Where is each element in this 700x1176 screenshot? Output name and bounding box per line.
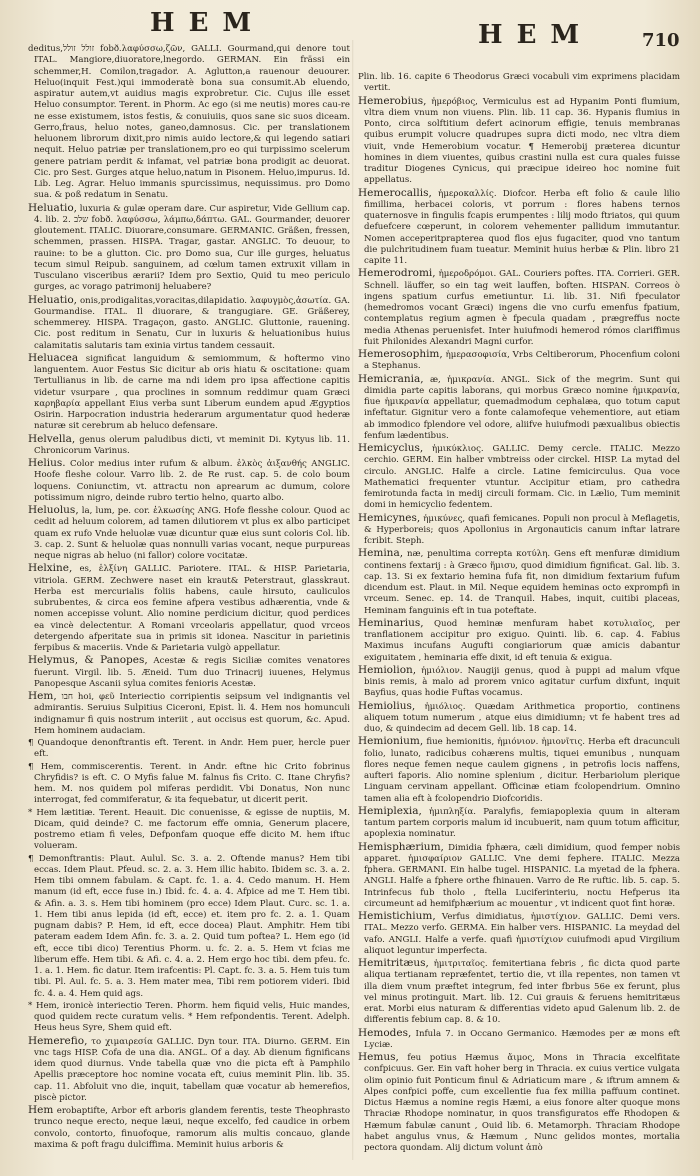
entry-text: ἡμικύκλιος. GALLIC. Demy cercle. ITALIC. Mezzo cerchio. GERM. Ein halber vmbtreiss oder circkel. HISP. La mytad del circulo. ANGLIC. Halfe a circle. Latine femicirculus. Qua voce Mathematici frequenter vtuntur. Accipitur etiam, pro cathedra femirotunda facta in medij circuli formam. Cic. in Lælio, Tum meminit domi in hemicyclio fedentem. (364, 444, 680, 511)
dictionary-entry (28, 44, 350, 202)
entry-headword: Helius. (28, 457, 66, 469)
entry-text: ἡμιόλιος. Quædam Arithmetica proportio, continens aliquem totum numerum , atque eius dimidiumn; vt fe habent tres ad duo, & quindecim ad decem Gell. lib. 18 cap. 14. (364, 701, 680, 734)
entry-headword: Hemitritæus, (358, 957, 429, 969)
dictionary-entry (28, 563, 350, 654)
dictionary-entry (28, 808, 350, 853)
entry-text: Acestæ & regis Siciliæ comites venatores fuerunt. Virgil. lib. 5. Æneid. Tum duo Trinacrij iuuenes, Helymus Panopesque Ascanii sylua comites fenioris Acestæ. (34, 656, 350, 689)
entry-headword: Heluacea (28, 351, 79, 364)
dictionary-entry (358, 1028, 680, 1052)
entry-text: æ, ἡμικρανία. ANGL. Sick of the megrim. Sunt qui dimidia parte capitis laborans, qui morbus Græco nomine ἡμικρανία, fiue ἡμικρανία appellatur, quemadmodum cephalæa, quo totum caput infeftatur. Gignitur vero a fonte calamofeque vehementiore, aut etiam ab immodico fplendore vel odore, aliifve huiufmodi pæxualibus obiectis fenfum lædentibus. (364, 374, 680, 441)
entry-text: * Hem, ironicè interiectio Teren. Phorm. hem fiquid velis, Huic mandes, quod quidem recte curatum velis. * Hem refpondentis. Terent. Adelph. Heus heus Syre, Shem quid eft. (28, 1000, 350, 1034)
dictionary-entry (358, 665, 680, 700)
dictionary-entry (358, 374, 680, 443)
dictionary-entry (28, 505, 350, 562)
entry-text: ἡμεροδρόμοι. GAL. Couriers poftes. ITA. Corrieri. GER. Schnell. läuffer, so ein tag weit lauffen, boften. HISPAN. Correos ò ingens spatium curfus emetiuntur. Li. lib. 31. Nifi fpeculator (hemedromos vocant Græci) ingens die vno curfu emenfus fpatium, contemplatus regium agmen è fpecula quadam , prægreffus nocte media Athenas peruenisfet. Inter huiufmodi hemerod rómos clariffimus fuit Philonides Alexandri Magni curfor. (364, 269, 680, 347)
dictionary-entry (358, 842, 680, 911)
entry-headword: Heluolus, (28, 504, 79, 516)
dictionary-entry (358, 268, 680, 348)
dictionary-entry (28, 434, 350, 458)
entry-text: חבו hoi, φεῦ Interiectio corripientis seipsum vel indignantis vel admirantis. Seruius Sulpitius Ciceroni, Epist. li. 4. Hem nos homunculi indignamur fi quis nostrum interiit , aut occisus est quorum, &c. Apud. Hem hominem audaciam. (34, 692, 350, 736)
dictionary-entry (358, 701, 680, 736)
running-head-right: HEM (478, 20, 594, 50)
entry-headword: Hemiolion, (358, 663, 417, 676)
dictionary-entry (28, 1105, 350, 1151)
entry-text: la, lum, pe. cor. ἐλκωσίης ANG. Hofe flesshe colour. Quod ac cedit ad heluum colorem, ad tamen dilutiorem vt plus ex albo participet quam ex rufo Vnde heluolæ vuæ dicuntur quæ eius sunt coloris Col. lib. 3. cap. 2. Sunt & heluolæ quas nonnulli varias vocant, neque purpureas neque nigras ab heluo (ni fallor) colore vocitatæ. (34, 506, 350, 561)
dictionary-entry (358, 443, 680, 512)
entry-headword: Hemodes, (358, 1026, 412, 1039)
entry-text: fiue hemionitis, ἡμιόνιον. ἡμιονῖτις. Herba eft dracunculi folio, lunato, radicibus cohærens multis, tiquei emunibus , nunquam flores neque femen neque caulem gignens , in petrofis locis naffens, aufteri faporis. Alio nomine splenium , dicitur. Herbariolum plerique Linguam cervinam appellant. Officinæ etiam fcolopendrium. Omnino tamen alia eft à fcolopendrio Diofcoridis. (364, 737, 680, 804)
entry-headword: Hemerobius, (358, 94, 427, 107)
entry-headword: Hemicynes, (358, 511, 421, 524)
entry-headword: Heluatio, (28, 293, 77, 306)
entry-headword: Hemus, (358, 1051, 399, 1063)
entry-headword: Hemerocallis, (358, 186, 432, 199)
dictionary-entry (358, 736, 680, 805)
entry-headword: Heluatio, (28, 201, 77, 214)
entry-text: deditus,זולל זולל fobð.λαφύσσω,ζῶν, GALLI. Gourmand,qui denore tout ITAL. Mangiore,diuoratore,lnegordo. GERMAN. Ein frässi ein schemmer,H. Comilon,tragador. A. Aglutton,a rauenour deuourer. Heluo(inquit Fest.)qui immoderatè bona sua consumit.Ab eluendo, aspiratur autem,vt auidius magis exprobretur. Cic. Cujus ille esset Heluo consumptor. Terent. in Phorm. Ac ego (si me neutis) mores cau-re ne esse existumem, istos festis, & conuiuiis, quos sane sic suos diceam. Gerro,fraus, heluo notes, ganeo,damnosus. Cic. per translationem heluonem librorum dixit,pro nimis auido lectore,& qui legendo satiari nequit. Heluo patriæ per translationem,pro eo qui turpissimo scelerum genere patriam perdit & infamat, vel patriæ bona prodigit ac deuorat. Cic. pro Sest. Gurges atque heluo,natum in Pisonem. Heluo,impurus. Id. Lib. Leg. Agrar. Heluo immanis spurcissimus, nequissimus. pro Domo sua. & poß redatum in Senatu. (28, 44, 350, 201)
entry-text: το χιμαιρεσία GALLIC. Dyn tour. ITA. Diurno. GERM. Ein vnc tags HISP. Cofa de una dia. ANGL. Of a day. Ab dienum fignificans idem quod diurnus. Vnde tabella quæ vno die picta eft à Pamphilo Apellis præceptore hoc nomine vocata eft, cuius meminit Plin. lib. 35. cap. 11. Abfoluit vno die, inquit, tabellam quæ vocatur ab hemerefios, piscè pictor. (34, 1036, 350, 1103)
entry-text: significat languidum & semiommum, & hoftermo vino languentem. Auor Festus Sic dicitur ab oris hiatu & oscitatione: quam Tertullianus in lib. de carne ma ndi idem pro ipsa affectione capitis videtur vsurpare , qua proclines in somnum reddimur quam Græci καρηβαρία appellant Eius verba sunt Liberum eundem apud Ægyptios Osirin. Harpocration industria hederarum argumentatur quod hederæ naturæ sit cerebrum ab heluco defensare. (34, 353, 350, 432)
running-head-left: HEM (150, 8, 266, 38)
entry-text: onis,prodigalitas,voracitas,dilapidatio. λαφυγμὸς,ἀσωτία. GA. Gourmandise. ITAL. Il diuorare, & trangugiare. GE. Gräßerey, schemmerey. HISPA. Tragaçon, gasto. ANGLIC. Gluttonie, rauening. Cic. post reditum in Senatu, Cur in luxuris & heluationibus huius calamitatis salutaris tam exinia virtus tandem cessauit. (34, 295, 350, 351)
dictionary-entry (28, 203, 350, 294)
entry-headword: Hemiplexia, (358, 804, 422, 817)
entry-text: ἡμεροκαλλίς. Diofcor. Herba eft folio & caule lilio fimillima, herbacei coloris, vt porrum : flores habens ternos quaternosve in fingulis fcapis erumpentes : lilij modo ftriatos, qui quum defuefcere cœperunt, in colorem vehementer pallidum immutantur. Nomen acceperitprapterea quod flos ejus fugaciter, quod vno tantum die pulchritudinem fuam tueatur. Meminit huius herbæ & Plin. libro 21 capite 11. (364, 188, 680, 266)
dictionary-entry (358, 958, 680, 1027)
entry-text: Infula 7. in Occano Germanico. Hæmodes per æ mons eft Lyciæ. (364, 1028, 680, 1050)
entry-headword: Hem (28, 1104, 54, 1116)
entry-headword: Hemiolius, (358, 699, 416, 712)
column-gutter (352, 40, 354, 1160)
dictionary-entry (28, 295, 350, 352)
dictionary-entry (28, 691, 350, 737)
dictionary-entry (28, 458, 350, 504)
entry-text: es, ἑλξίνη GALLIC. Pariotere. ITAL. & HISP. Parietaria, vitriola. GERM. Zechwere naset ein kraut& Peterstraut, glasskraut. Herba est mercurialis foliis habens, caule hirsuto, cauliculos subrubentes, & circa eos femine afpera vestibus adhærentia, vnde & nomen accepisse volunt. Alio nomine perdicium dicitur, quod perdices ea vincè delectentur. A Romani vrceolaris appellatur, quod vrceos detergendo afperitate sua in primis sit idonea. Nascitur in parietinis ferpibus & maceriis. Vnde & Parietaria vulgò appellatur. (34, 564, 350, 653)
entry-headword: Hemionium, (358, 735, 424, 748)
entry-text: ἡμιτριταῖος. femitertiana febris , fic dicta quod parte aliqua tertianam repræfentet, tertio die, vt illa repentes, non tamen vt illa diem vnum præftet integrum, fed inter fbrbus 56e ex ferunt, plus vel minus protinguit. Mart. lib. 12. Cui grauis & feruens hemitritæus erat. Morbi eius naturam & differentias videto apud Galenum lib. 2. de differentis febium cap. 8. & 10. (364, 959, 680, 1026)
dictionary-entry (358, 188, 680, 268)
entry-headword: Hemicyclus, (358, 442, 424, 454)
entry-text: ἡμικύνες, quafi femicanes. Populi non procul à Meflagetis, & Hyperboreis; quos Apollonius in Argonauticis canum inftar latrare fcribit. Steph. (364, 513, 680, 546)
dictionary-entry (358, 1052, 680, 1154)
dictionary-entry (358, 806, 680, 841)
entry-headword: Hemicrania, (358, 372, 424, 385)
running-header (0, 6, 700, 51)
entry-text: Plin. lib. 16. capite 6 Theodorus Græci vocabuli vim exprimens placidam vertit. (358, 72, 680, 94)
page-number: 710 (642, 30, 680, 51)
entry-text: Dimidia fphæra, cæli dimidium, quod femper nobis apparet. ἡμισφαίριον GALLIC. Vne demi fephere. ITALIC. Mezza fphera. GERMANI. Ein halbe tugel. HISPANIC. La myetad de la fphera. ANGLI. Halfe a fphere orthe fhinauen. Varro de Re ruftic. lib. 5. cap. 5. Intrinfecus fub tholo , ftella Luciferinteriu, noctu Hefperus ita circumeunt ad hemifphærium ac mouentur , vt indicent quot fint horæ. (364, 842, 680, 909)
entry-text: Verfus dimidiatus, ἡμιστίχιον. GALLIC. Demi vers. ITAL. Mezzo verfo. GERMA. Ein halber vers. HISPANIC. La meydad del vafo. ANGLI. Halfe a verfe. quafi ἡμιστίχιον cuiufmodi apud Virgilium aliquot leguntur imperfecta. (364, 912, 680, 956)
entry-text: ἡμερασοφισία, Vrbs Celtiberorum, Phocenfium coloni a Stephanus. (364, 350, 680, 372)
left-column (28, 44, 350, 1164)
entry-text: Quod heminæ menfuram habet κοτυλιαῖος, per tranflationem accipitur pro exiguo. Quinti. lib. 6. cap. 4. Fabius Maximus incufans Augufti congiariorum quæ amicis dabantur exiguitatem , heminaria effe dixit, id eft tenuia & exigua. (364, 618, 680, 663)
dictionary-entry (358, 96, 680, 187)
entry-text: ἡμερόβιος, Vermiculus est ad Hypanim Ponti flumium, vltra diem vnum non viuens. Plin. lib. 11 cap. 36. Hypanis flumius in Ponto, circa solftitium defert acinorum effigie, tenuis membranas quibus erumpit volucre quadrupes supra dicti modo, nec vltra diem viuit, vnde Hemerobium vocatur. ¶ Hemerobij præterea dicuntur homines in diem viuentes, quibus crastini nulla est cura quales fuisse traditur Diogenes Cynicus, qui præcipue ideireo hoc nomine fuit appellatus. (364, 96, 680, 186)
entry-text: ἡμιπληξία. Paralyfis, femiapoplexia quum in alteram tantum partem corporis malum id incubuerit, nam quum totum afficitur, apoplexia nominatur. (364, 806, 680, 840)
entry-text: luxuria & gulæ operam dare. Cur aspiretur, Vide Gellium cap. 4. lib. 2. שלב fobð. λαφύσσω, λάμπω,δάπτω. GAL. Gourmander, deuorer gloutement. ITALIC. Diuorare,consumare. GERMANIC. Gräßen, fressen, schemmen, prassen. HISPA. Tragar, gastar. ANGLIC. To deuour, to rauine: to be a glutton. Cic. pro Domo sua, Cur ille gurges, heluatus tecum simul Reipub. sanguinem, ad cœlum tamen extruxit villam in Tusculano visceribus ærarii? Idem pro Sextio, Quid tu meo periculo gurges, ac vorago patrimonij heluabere? (34, 203, 350, 293)
dictionary-entry (28, 1001, 350, 1035)
entry-headword: Heminarius, (358, 616, 424, 629)
right-column (358, 72, 680, 1166)
entry-headword: Helymus, & Panopes, (28, 654, 148, 667)
entry-text: erobaptifte, Arbor eft arboris glandem ferentis, teste Theophrasto trunco neque erecto, neque læui, neque excelfo, fed caudice in orbem convolo, contorto, finuofoque, ramorum alis multis concauo, glande maxima & poft fragu dulciffima. Meminit huius arboris & (34, 1106, 350, 1150)
entry-text: genus olerum paludibus dicti, vt meminit Di. Κytyus lib. 11. Chronicorum Varinus. (34, 434, 350, 456)
dictionary-entry (28, 738, 350, 761)
entry-text: ¶ Quandoque denonftrantis eft. Terent. in Andr. Hem puer, hercle puer eft. (28, 738, 350, 760)
dictionary-entry (28, 762, 350, 807)
dictionary-entry (358, 618, 680, 664)
entry-headword: Helxine, (28, 562, 73, 575)
entry-text: Color medius inter rufum & album. ἐλκὸς ἀιξανθής ANGLIC. Hoofe fleshe colour. Varro lib. 2. de Re rust. cap. 5. de colo boum loquens. Coniunctim, vt. attractu non aprearum ac dumum, colore potissimum nigro, deinde rubro tertio helno, quarto albo. (34, 459, 350, 503)
entry-headword: Hemerodromi, (358, 267, 436, 280)
entry-headword: Helvella, (28, 432, 76, 445)
entry-headword: Hemina, (358, 547, 404, 560)
dictionary-entry (358, 349, 680, 373)
entry-headword: Hem, (28, 690, 57, 702)
dictionary-entry (358, 513, 680, 548)
entry-text: * Hem lætitiæ. Terent. Heauit. Dic conuenisse, & egisse de nuptiis, M. Dicam, quid deinde? C. me factorum effe omnia, Generum placere, postremo etiam fi veles, Defponfam quoque effe dicito M. hem iftuc volueram. (28, 807, 350, 852)
dictionary-entry (28, 353, 350, 433)
entry-text: ἡμιόλιον. Naugiji genus, quod à puppi ad malum vfque binis remis, à malo ad prorem vnico agitatur curfum dixfunt, inquit Bayfius, quas hodie Fuftas vocamus. (364, 665, 680, 699)
entry-text: næ, penultima correpta κοτύλη. Gens eft menfuræ dimidium continens fextarij : à Græco ἥμισυ, quod dimidium fignificat. Gal. lib. 3. cap. 13. Si ex fextario hemina fufa fit, non dimidium fextarium fufum dicendum est. Plaut. in Mil. Neque equidem heminas octo exprompfi in vrceum. Senec. ep. 14. de Tranquil. Habes, inquit, cuitibi placeas, Heminam fanguinis eft in tua poteftate. (364, 549, 680, 616)
dictionary-entry (358, 548, 680, 617)
dictionary-entry (28, 1036, 350, 1105)
entry-text: ¶ Hem, commiscerentis. Terent. in Andr. eftne hic Crito fobrinus Chryfidis? is eft. C. O Myfis falue M. falnus fis Crito. C. Itane Chryfis? hem. M. nos quidem pol miferas perdidit. Vbi Donatus, Non nunc interrogat, fed commiferatur, & ita fequebatur, ut dicerit perit. (28, 761, 350, 806)
dictionary-entry (358, 911, 680, 957)
entry-headword: Hemerefio, (28, 1034, 88, 1047)
dictionary-entry (28, 854, 350, 1000)
entry-text: feu potius Hæmus ἄιμος, Mons in Thracia excelfitate confpicuus. Ger. Ein vaft hoher berg in Thracia. ex cuius vertice vulgata olim opinio fuit Ponticum finul & Adriaticum mare , & iftrum amnem & Alpes confpici poffe, cum excellentie fua fex millia paffuum continet. Dictus Hæmus a nomine regis Hæmi, a eius fonore alter quoque mons Thraciæ Rhodope nominatur, in quos transfiguratos effe Rhodopen & Hæmum fabulæ canunt , Ouid lib. 6. Metamorph. Thraciam Rhodope habet angulus vnus, & Hæmum , Nunc gelidos montes, mortalia pectora quondam. Alij dictum volunt ἀπὸ (364, 1053, 680, 1153)
dictionary-entry (358, 72, 680, 95)
entry-text: ¶ Demonftrantis: Plaut. Aulul. Sc. 3. a. 2. Oftende manus? Hem tibi eccas. Idem Plaut. Pfeud. sc. 2. a. 3. Hem illic habito. Ibidem sc. 3. a. 2. Hem tibi omnem fabulam. & Capt. fc. 1. a. 4. Cedo manum. H. Hem manum (id eft, ecce fuse in.) Ibid. fc. 4. a. 4. Afpice ad me T. Hem tibi. & Afin. a. 3. s. Hem tibi hominem (pro ecce) Idem Plaut. Curc. sc. 1. a. 1. Hem tibi anus lepida (id eft, ecce) et. item pro fc. 2. a. 1. Quam pugnam dabis? P. Hem, id eft, ecce docea) Plaut. Amphitr. Hem tibi pateram eadem Idem Afin. fc. 3. a. 2. Quid tum poftea? L. Hem ego (id eft, ecce tibi dico) Terentius Phorm. u. fc. 2. a. 5. Hem vt fcias me liberum effe. Hem tibi. & Afi. c. 4. a. 2. Hem ergo hoc tibi. dem pfeu. fc. 1. a. 1. Hem. fic datur. Item irafcentis: Pl. Capt. fc. 3. a. 5. Hem tuis tum tibi. Pl. Aul. fc. 5. a. 3. Hem mater mea, Tibi rem potiorem videri. Ibid fc. 4. a. 4. Hem quid ags. (28, 853, 350, 999)
entry-headword: Hemisphærium, (358, 840, 444, 853)
dictionary-entry (28, 655, 350, 690)
entry-headword: Hemerosophim, (358, 348, 443, 360)
entry-headword: Hemistichium, (358, 910, 436, 922)
